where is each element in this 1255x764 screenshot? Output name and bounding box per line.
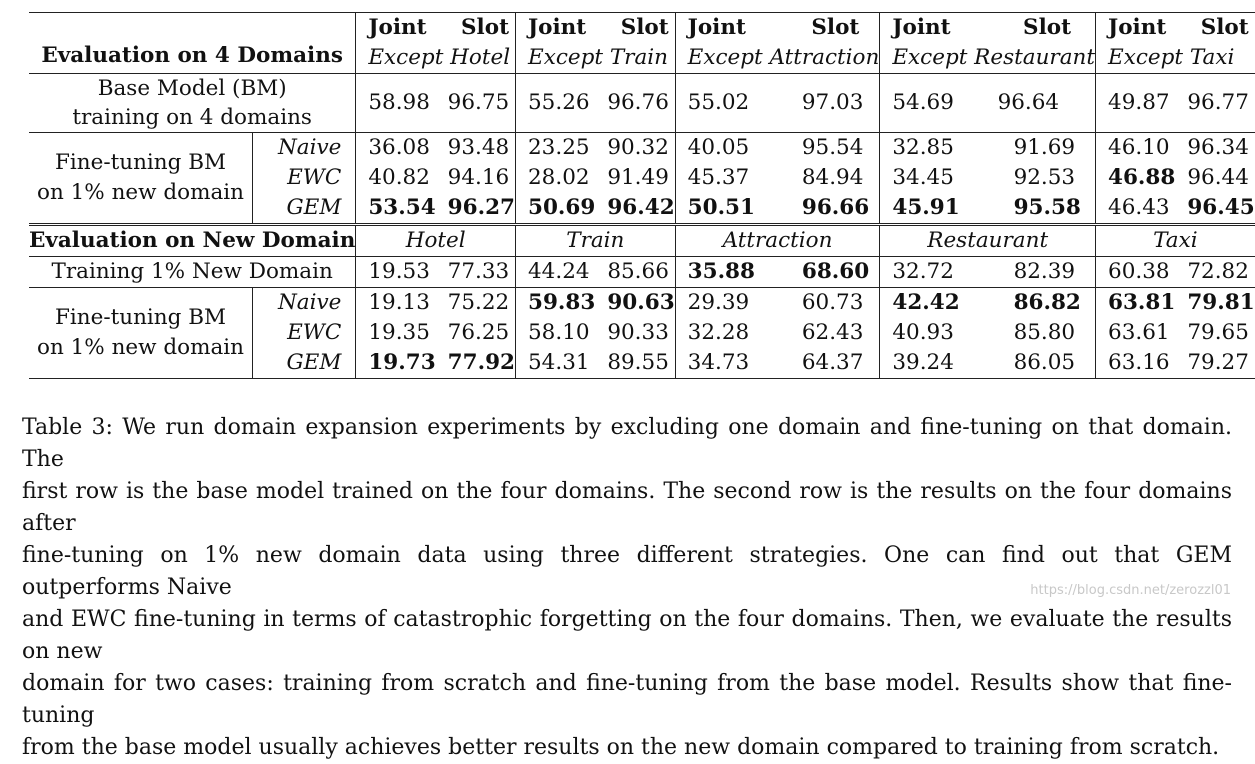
caption-line: from the base model usually achieves better results on the new domain compared to training from scratch. [22,735,1220,760]
ft-label-line2: on 1% new domain [37,180,245,205]
col-slot-2: Slot [595,13,675,44]
base-val: 96.64 [986,74,1096,133]
cell: 91.49 [607,165,669,190]
cell: 45.37 [675,163,774,193]
base-model-label-line2: training on 4 domains [72,105,312,130]
cell: 60.38 [1096,257,1176,288]
cell-best: 53.54 [356,193,436,225]
cell: 28.02 [516,163,596,193]
base-model-row [29,74,1255,133]
cell: 54.31 [516,348,596,379]
cell-best: 42.42 [880,288,986,319]
cell-best: 96.45 [1187,195,1255,220]
strategy-ewc: EWC [253,318,356,348]
cell-best: 86.82 [986,288,1096,319]
ft-4dom-row-naive [29,133,1255,164]
domain-hotel: Hotel [356,225,516,257]
cell-best: 45.91 [880,193,986,225]
base-model-label-line1: Base Model (BM) [97,76,287,101]
domain-attraction: Attraction [675,225,880,257]
col-joint-3: Joint [675,13,774,44]
cell-best: 68.60 [774,257,880,288]
cell: 29.39 [675,288,774,319]
cell: 32.85 [880,133,986,164]
base-val: 55.26 [516,74,596,133]
header-row-1 [29,13,1255,44]
ft-new-row-naive [29,288,1255,319]
cell: 19.13 [356,288,436,319]
header-eval-4-domains: Evaluation on 4 Domains [29,13,356,74]
base-val: 96.77 [1175,74,1254,133]
cell: 85.66 [595,257,675,288]
cell-best: 50.51 [675,193,774,225]
cell-best: 35.88 [675,257,774,288]
ft-label-new [29,288,253,379]
cell: 92.53 [1013,165,1076,190]
except-restaurant: Except Restaurant [880,43,1096,74]
cell: 63.16 [1096,348,1176,379]
cell-best: 96.27 [447,195,515,220]
cell: 96.44 [1187,165,1249,190]
cell: 75.22 [436,288,516,319]
col-joint-5: Joint [1096,13,1176,44]
base-val: 96.76 [595,74,675,133]
results-table-wrapper [29,12,1255,379]
cell: 46.10 [1096,133,1176,164]
training-label: Training 1% New Domain [29,257,356,288]
cell: 84.94 [801,165,864,190]
caption-line: domain for two cases: training from scratch and fine-tuning from the base model. Results show that fine-tuning [22,671,1232,728]
new-domain-header-row [29,225,1255,257]
caption-line: first row is the base model trained on the four domains. The second row is the results on the four domains after [22,479,1232,536]
ft-label-line1: Fine-tuning BM [54,305,227,330]
results-table [29,12,1255,379]
col-joint-2: Joint [516,13,596,44]
ft-label-4dom [29,133,253,225]
training-row [29,257,1255,288]
cell: 36.08 [356,133,436,164]
cell: 63.61 [1096,318,1176,348]
domain-train: Train [516,225,676,257]
cell-best: 46.88 [1096,163,1176,193]
cell: 19.35 [356,318,436,348]
cell: 32.72 [880,257,986,288]
cell: 40.82 [356,163,436,193]
cell: 39.24 [880,348,986,379]
caption-line: Table 3: We run domain expansion experiments by excluding one domain and fine-tuning on that domain. The [22,415,1232,472]
except-train: Except Train [516,43,676,74]
cell: 93.48 [436,133,516,164]
ft-label-line1: Fine-tuning BM [54,150,227,175]
cell: 82.39 [986,257,1096,288]
cell: 85.80 [1013,320,1076,345]
cell: 40.05 [675,133,774,164]
col-slot-4: Slot [986,13,1096,44]
cell: 19.53 [356,257,436,288]
cell-best: 90.63 [595,288,675,319]
cell-best: 19.73 [356,348,436,379]
cell: 60.73 [774,288,880,319]
base-val: 97.03 [774,74,880,133]
cell: 95.54 [774,133,880,164]
cell: 86.05 [986,348,1096,379]
cell: 40.93 [880,318,986,348]
caption-line: fine-tuning on 1% new domain data using three different strategies. One can find out that GEM outperforms Naive [22,543,1232,600]
except-attraction: Except Attraction [675,43,880,74]
cell: 77.33 [436,257,516,288]
base-val: 54.69 [880,74,986,133]
base-val: 49.87 [1096,74,1176,133]
cell: 90.32 [595,133,675,164]
cell: 34.45 [880,163,986,193]
base-val: 96.75 [436,74,516,133]
cell: 76.25 [447,320,510,345]
base-val: 58.98 [356,74,436,133]
col-joint-4: Joint [880,13,986,44]
except-hotel: Except Hotel [356,43,516,74]
cell: 79.65 [1187,320,1249,345]
cell: 94.16 [447,165,510,190]
base-val: 55.02 [675,74,774,133]
cell: 23.25 [516,133,596,164]
strategy-naive: Naive [253,288,356,319]
cell-best: 50.69 [516,193,596,225]
ft-label-line2: on 1% new domain [37,335,245,360]
cell: 44.24 [516,257,596,288]
cell: 58.10 [516,318,596,348]
cell: 34.73 [675,348,774,379]
col-slot-3: Slot [774,13,880,44]
cell-best: 96.66 [801,195,870,220]
header-eval-new-domain: Evaluation on New Domain [29,225,356,257]
cell: 62.43 [801,320,864,345]
cell: 90.33 [607,320,669,345]
cell: 72.82 [1175,257,1254,288]
cell: 79.27 [1175,348,1254,379]
cell-best: 63.81 [1096,288,1176,319]
cell: 96.34 [1175,133,1254,164]
except-taxi: Except Taxi [1096,43,1255,74]
cell-best: 79.81 [1175,288,1254,319]
strategy-gem: GEM [253,348,356,379]
col-slot-5: Slot [1175,13,1254,44]
cell-best: 59.83 [516,288,596,319]
caption-line: and EWC fine-tuning in terms of catastrophic forgetting on the four domains. Then, we evaluate the results on new [22,607,1232,664]
cell: 64.37 [774,348,880,379]
cell: 32.28 [675,318,774,348]
cell-best: 77.92 [436,348,516,379]
domain-taxi: Taxi [1096,225,1255,257]
watermark: https://blog.csdn.net/zerozzl01 [1030,583,1231,598]
cell: 46.43 [1096,193,1176,225]
cell-best: 95.58 [1013,195,1081,220]
strategy-gem: GEM [253,193,356,225]
cell: 91.69 [986,133,1096,164]
domain-restaurant: Restaurant [880,225,1096,257]
cell-best: 96.42 [607,195,675,220]
col-slot-1: Slot [436,13,516,44]
cell: 89.55 [595,348,675,379]
col-joint-1: Joint [356,13,436,44]
strategy-naive: Naive [253,133,356,164]
strategy-ewc: EWC [253,163,356,193]
base-model-label [29,74,356,133]
